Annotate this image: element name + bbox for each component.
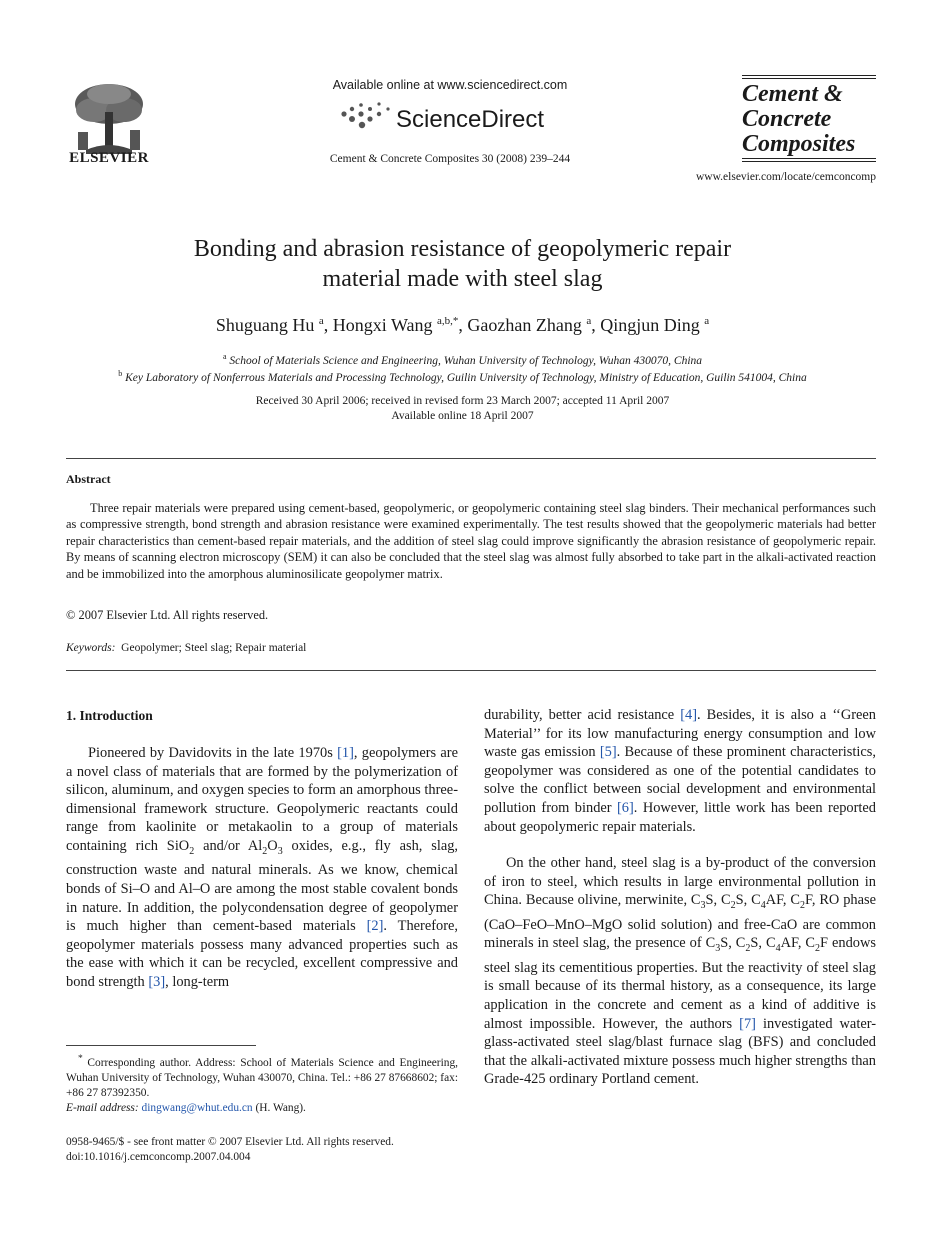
subscript: 4	[760, 900, 766, 912]
intro-paragraph-2	[484, 854, 876, 1089]
text-run: and/or Al	[194, 837, 263, 854]
text-run: . Besides, it is also a ‘‘Green Material’’ for its low manufacturing energy consumption and low waste gas emission	[484, 707, 876, 761]
article-history	[60, 394, 865, 424]
text-run: F, RO phase (CaO–FeO–MnO–MgO solid solution) and free-CaO are common minerals in steel slag, the presence of C	[484, 892, 876, 952]
citation-link[interactable]: [6]	[617, 799, 634, 816]
corresponding-author-footnote	[66, 1052, 458, 1116]
subscript: 2	[730, 900, 736, 912]
citation-link[interactable]: [4]	[680, 707, 697, 723]
footnote-text: Corresponding author. Address: School of Materials Science and Engineering, Wuhan University of Technology, Wuhan 430070, China. Tel.: +86 27 87668602; fax: +86 27 87392350.	[66, 1056, 458, 1099]
text-run: On the other hand, steel slag is a by-product of the conversion of iron to steel, which results in large environmental pollution in China. Because olivine, merwinite, C	[484, 855, 876, 909]
text-run: F endows steel slag its cementitious properties. But the reactivity of steel slag is small because of its thermal history, as a consequence, its large application in the concrete and cement as a kind of additive is almost impossible. However, the authors	[484, 935, 876, 1032]
abstract-heading: Abstract	[66, 472, 111, 486]
text-run: AF, C	[780, 935, 816, 952]
subscript: 2	[800, 900, 806, 912]
title-line-1: Bonding and abrasion resistance of geopolymeric repair	[193, 236, 732, 262]
text-run: AF, C	[765, 892, 801, 909]
text-run: . Because of these prominent characteristics, geopolymer was considered as one of the potential candidates to solve the conflict between social development and environmental pollution from binder	[484, 744, 876, 816]
text-run: . Therefore, geopolymer materials possess many advanced properties such as the ease with which it can be recycled, excellent compressive and bond strength	[66, 918, 458, 990]
citation-link[interactable]: [1]	[337, 745, 354, 761]
journal-url-link[interactable]: www.elsevier.com/locate/cemconcomp	[696, 171, 876, 183]
abstract-text: Three repair materials were prepared using cement-based, geopolymeric, or geopolymeric containing steel slag binders. Their mechanical performances such as compressive strength, bond strength and abrasion resistance were examined experimentally. The test results showed that the geopolymeric materials had better repair characteristics than cement-based repair materials, and the addition of steel slag could improve significantly the abrasion resistance of geopolymeric repair. By means of scanning electron microscopy (SEM) it can also be concluded that the steel slag was almost fully absorbed to take part in the alkali-activated reaction and be immobilized into the amorphous aluminosilicate geopolymer matrix.	[66, 501, 876, 581]
article-title	[60, 234, 865, 294]
text-run: S, C	[720, 935, 746, 952]
text-run: investigated water-glass-activated steel slag/blast furnace slag (BFS) and concluded that the alkali-activated mixture possess much higher strengths than Grade-425 ordinary Portland cement.	[484, 1015, 876, 1088]
author-affiliation-mark: a	[586, 315, 592, 327]
footnote-mark: *	[78, 1054, 83, 1064]
doi-line[interactable]: doi:10.1016/j.cemconcomp.2007.04.004	[66, 1151, 251, 1163]
subscript: 2	[262, 845, 268, 857]
text-run: . However, little work has been reported about geopolymeric repair materials.	[484, 799, 876, 835]
text-run: S, C	[750, 935, 776, 952]
author-list: Shuguang Hu $^a$, Hongxi Wang $^{a,b,*}$, Gaozhan Zhang $^a$, Qingjun Ding $^a$	[215, 315, 710, 335]
text-run: S, C	[735, 892, 761, 909]
author-affiliation-mark: a	[704, 315, 710, 327]
text-run: durability, better acid resistance	[484, 707, 681, 723]
subscript: 3	[700, 900, 706, 912]
subscript: 2	[745, 943, 751, 955]
subscript: 2	[189, 845, 195, 857]
text-run: Pioneered by Davidovits in the late 1970s	[88, 745, 338, 761]
subscript: 3	[715, 943, 721, 955]
available-online-text: Available online at www.sciencedirect.com	[332, 78, 568, 92]
publisher-name: ELSEVIER	[69, 150, 149, 166]
author-name[interactable]: Qingjun Ding	[600, 315, 700, 335]
subscript: 4	[775, 943, 781, 955]
abstract-copyright: © 2007 Elsevier Ltd. All rights reserved.	[66, 608, 269, 622]
journal-rule-bottom	[742, 158, 876, 159]
text-run: oxides, e.g., fly ash, slag, construction waste and natural minerals. As we know, chemical bonds of Si–O and Al–O are among the most stable covalent bonds in nature. In addition, the polycondensation degree of geopolymer is much higher than cement-based materials	[66, 837, 459, 935]
footnote-rule	[66, 1045, 256, 1046]
journal-rule-bottom-thin	[742, 161, 876, 162]
text-run: , long-term	[165, 974, 230, 990]
intro-paragraph-1	[66, 744, 458, 992]
sciencedirect-logo[interactable]	[338, 100, 568, 134]
journal-citation: Cement & Concrete Composites 30 (2008) 239–244	[329, 153, 571, 165]
affiliation-b-text: Key Laboratory of Nonferrous Materials and Processing Technology, Guilin University of Technology, Ministry of Education, Guilin 541004, China	[125, 371, 807, 384]
section-heading-introduction: 1. Introduction	[66, 708, 153, 723]
text-run: O	[267, 837, 278, 854]
author-name[interactable]: Gaozhan Zhang	[467, 315, 582, 335]
citation-link[interactable]: [7]	[739, 1015, 756, 1032]
front-matter	[66, 1135, 566, 1165]
email-link[interactable]: dingwang@whut.edu.cn	[141, 1101, 253, 1114]
affiliation-a	[40, 352, 885, 367]
text-run: S, C	[705, 892, 731, 909]
journal-name-line1: Cement &	[742, 81, 843, 107]
author-name[interactable]: Hongxi Wang	[332, 315, 433, 335]
available-online-date: Available online 18 April 2007	[391, 410, 534, 422]
keywords	[66, 642, 306, 654]
affiliation-a-mark: a	[222, 352, 227, 361]
author-affiliation-mark: a	[318, 315, 324, 327]
subscript: 2	[815, 943, 821, 955]
subscript: 3	[277, 845, 283, 857]
citation-link[interactable]: [3]	[148, 974, 166, 990]
author-name[interactable]: Shuguang Hu	[215, 315, 315, 335]
intro-paragraph-1-continued	[484, 706, 876, 836]
keywords-list: Geopolymer; Steel slag; Repair material	[121, 642, 307, 654]
sciencedirect-wordmark: ScienceDirect	[396, 106, 545, 133]
issn-line: 0958-9465/$ - see front matter © 2007 Elsevier Ltd. All rights reserved.	[66, 1136, 394, 1148]
text-run: , geopolymers are a novel class of materials that are formed by the polymerization of silicon, aluminum, and oxygen species to form an amorphous three-dimensional framework structure. Geopolymeric reactants could range from kaolinite or metakaolin to a group of materials containing rich SiO	[66, 745, 458, 854]
journal-name-line3: Composites	[742, 131, 856, 157]
email-label: E-mail address:	[66, 1101, 139, 1114]
affiliation-b-mark: b	[118, 369, 123, 378]
divider-bottom	[66, 670, 876, 671]
title-line-2: material made with steel slag	[322, 266, 603, 292]
keywords-label: Keywords:	[66, 642, 116, 654]
received-dates: Received 30 April 2006; received in revised form 23 March 2007; accepted 11 April 2007	[255, 395, 670, 407]
citation-link[interactable]: [5]	[599, 744, 617, 761]
affiliation-b	[40, 369, 885, 384]
citation-link[interactable]: [2]	[366, 918, 384, 935]
affiliation-a-text: School of Materials Science and Engineering, Wuhan University of Technology, Wuhan 430070, China	[229, 354, 703, 367]
author-affiliation-mark: a,b,*	[436, 315, 459, 327]
journal-rule-top	[742, 75, 876, 76]
email-suffix: (H. Wang).	[252, 1101, 306, 1114]
journal-rule-top-thin	[742, 78, 876, 79]
journal-name	[742, 82, 882, 157]
journal-name-line2: Concrete	[742, 106, 832, 132]
divider-top	[66, 458, 876, 459]
